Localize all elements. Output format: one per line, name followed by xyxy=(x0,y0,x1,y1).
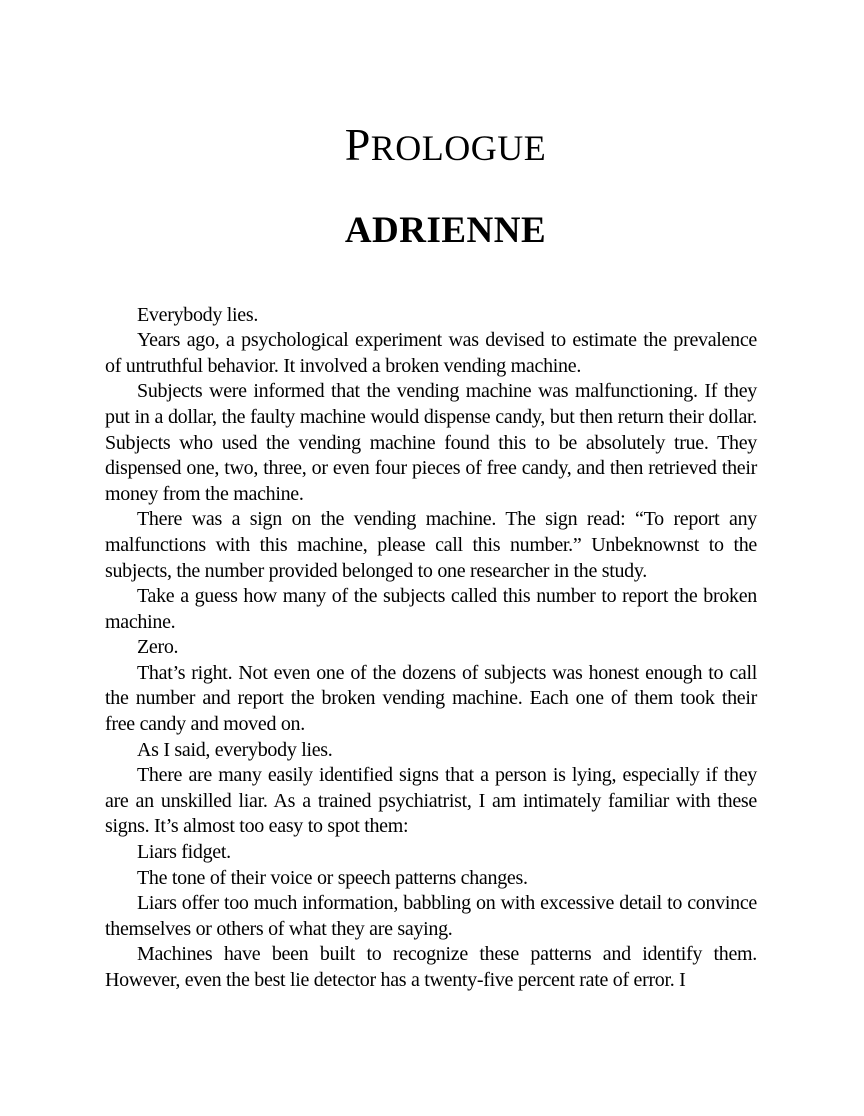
paragraph: There are many easily identified signs that a person is lying, especially if they are an unskilled liar. As a trained psychiatrist, I am intimately familiar with these signs. It’s almost too easy to spot them: xyxy=(105,764,757,838)
paragraph: Years ago, a psychological experiment was devised to estimate the prevalence of untruthful behavior. It involved a broken vending machine. xyxy=(105,329,757,377)
chapter-title: PROLOGUE xyxy=(344,119,547,170)
paragraph: Liars offer too much information, babbling on with excessive detail to convince themselves or others of what they are saying. xyxy=(105,892,757,940)
paragraph: Zero. xyxy=(137,636,179,659)
pov-heading: ADRIENNE xyxy=(344,210,547,252)
paragraph: Machines have been built to recognize these patterns and identify them. However, even the best lie detector has a twenty-five percent rate of error. I xyxy=(105,943,757,992)
paragraph: The tone of their voice or speech patterns changes. xyxy=(137,866,528,889)
paragraph: Liars fidget. xyxy=(137,841,231,864)
paragraph: That’s right. Not even one of the dozens of subjects was honest enough to call the number and report the broken vending machine. Each one of them took their free candy and moved on. xyxy=(105,661,757,736)
paragraph: As I said, everybody lies. xyxy=(137,738,333,761)
paragraph: There was a sign on the vending machine. The sign read: “To report any malfunctions with this machine, please call this number.” Unbeknownst to the subjects, the number provided belonged to one researcher in the study. xyxy=(105,508,757,582)
paragraph: Everybody lies. xyxy=(137,303,259,326)
body-text xyxy=(105,303,757,994)
paragraph: Subjects were informed that the vending machine was malfunctioning. If they put in a dollar, the faulty machine would dispense candy, but then return their dollar. Subjects who used the vending machine found this to be absolutely true. They dispensed one, two, three, or even four pieces of free candy, and then retrieved their money from the machine. xyxy=(105,380,757,505)
paragraph: Take a guess how many of the subjects called this number to report the broken machine. xyxy=(105,585,757,633)
text-column xyxy=(105,0,757,994)
